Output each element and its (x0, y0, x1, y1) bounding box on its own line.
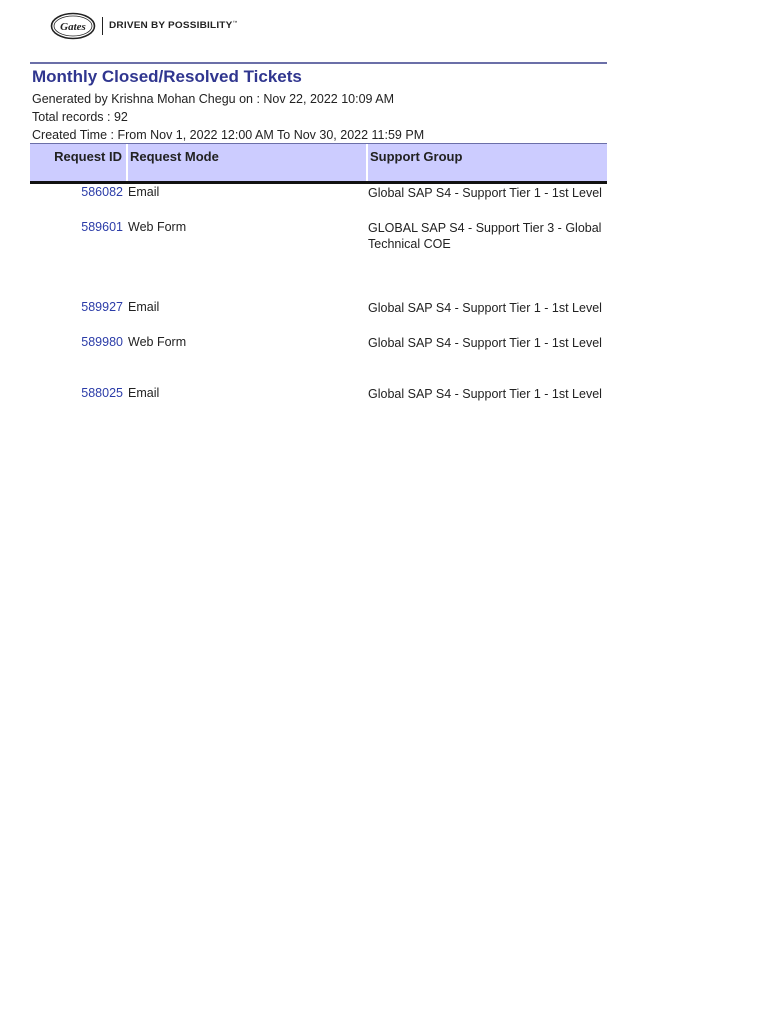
generated-by: Generated by Krishna Mohan Chegu on : Nov 22, 2022 10:09 AM (32, 92, 395, 106)
request-mode: Email (128, 300, 160, 314)
support-group: GLOBAL SAP S4 - Support Tier 3 - Global Technical COE (368, 221, 602, 251)
brand-tagline (109, 21, 238, 31)
table-header (30, 143, 607, 182)
logo-divider (102, 17, 103, 35)
request-mode: Web Form (128, 335, 187, 349)
request-id-link[interactable]: 589980 (81, 335, 123, 349)
request-mode: Web Form (128, 220, 187, 234)
column-header-support-group[interactable]: Support Group (366, 144, 607, 182)
support-group: Global SAP S4 - Support Tier 1 - 1st Level (368, 387, 602, 401)
request-id-link[interactable]: 586082 (81, 185, 123, 199)
request-id-link[interactable]: 588025 (81, 386, 123, 400)
header-rule (30, 181, 607, 184)
support-group: Global SAP S4 - Support Tier 1 - 1st Level (368, 336, 602, 350)
company-logo (50, 10, 238, 42)
request-mode: Email (128, 185, 160, 199)
report-title: Monthly Closed/Resolved Tickets (32, 67, 302, 86)
request-id-link[interactable]: 589927 (81, 300, 123, 314)
gates-logo-icon (50, 12, 96, 40)
top-rule (30, 62, 607, 64)
brand-tagline-text: DRIVEN BY POSSIBILITY (109, 21, 233, 32)
support-group: Global SAP S4 - Support Tier 1 - 1st Level (368, 186, 602, 200)
request-id-link[interactable]: 589601 (81, 220, 123, 234)
request-mode: Email (128, 386, 160, 400)
column-header-request-id[interactable]: Request ID (54, 149, 122, 164)
trademark-mark: ™ (232, 20, 238, 27)
created-time: Created Time : From Nov 1, 2022 12:00 AM To Nov 30, 2022 11:59 PM (32, 128, 425, 142)
logo-wordmark: Gates (60, 21, 86, 33)
total-records: Total records : 92 (32, 110, 128, 124)
support-group: Global SAP S4 - Support Tier 1 - 1st Level (368, 301, 602, 315)
column-header-request-mode[interactable]: Request Mode (126, 144, 364, 182)
